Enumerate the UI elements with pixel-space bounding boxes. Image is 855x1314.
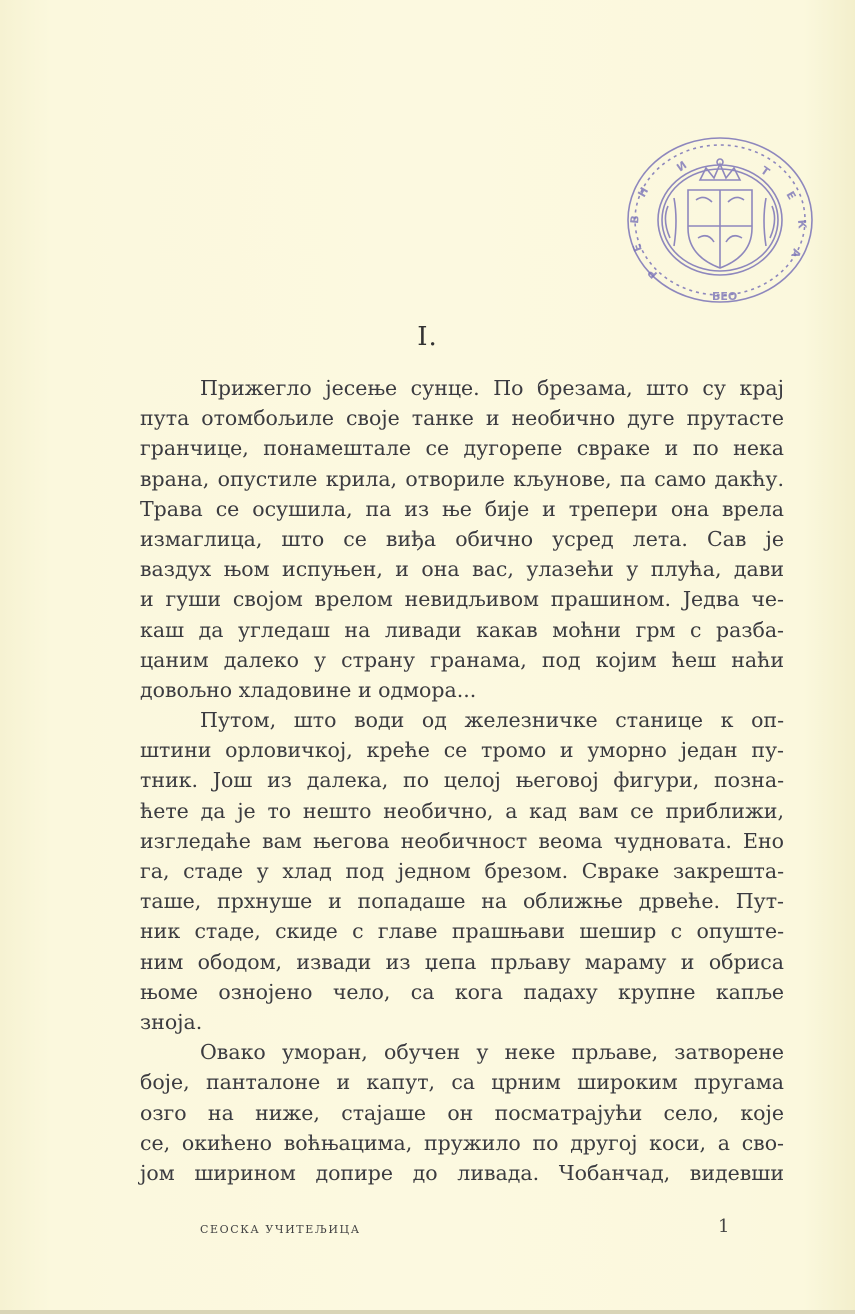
text-line: ваздух њом испуњен, и она вас, улазећи у плућа, дави xyxy=(140,557,784,582)
text-line: се, окићено воћњацима, пружило по другој коси, а сво- xyxy=(140,1130,784,1155)
text-line: тник. Још из далека, по целој његовој фигури, позна- xyxy=(140,768,784,793)
svg-text:Е: Е xyxy=(630,241,645,254)
svg-text:А: А xyxy=(788,246,804,260)
page-bottom-edge xyxy=(0,1310,855,1314)
text-line: ним ободом, извади из џепа прљаву мараму и обриса xyxy=(140,949,784,974)
svg-text:В: В xyxy=(628,214,642,225)
text-line: пута отомбољиле своје танке и необично дуге прутасте xyxy=(140,406,784,431)
text-line: каш да угледаш на ливади какав моћни грм с разба- xyxy=(140,617,784,642)
svg-text:Т: Т xyxy=(758,163,772,179)
library-stamp-icon xyxy=(622,128,818,308)
text-line: ћете да је то нешто необично, а кад вам се приближи, xyxy=(140,798,784,823)
text-line: озго на ниже, стајаше он посматрајући село, које xyxy=(140,1100,784,1125)
text-line: зноја. xyxy=(140,1009,203,1034)
text-line: јом ширином допире до ливада. Чобанчад, видевши xyxy=(140,1160,784,1185)
text-line: њоме ознојено чело, са кога падаху крупне капље xyxy=(140,979,784,1004)
text-line: Прижегло јесење сунце. По брезама, што су крај xyxy=(200,376,784,400)
text-line: ник стаде, скиде с главе прашњави шешир с опуште- xyxy=(140,919,784,944)
text-line: изгледаће вам његова необичност веома чудновата. Ено xyxy=(140,828,784,853)
chapter-heading: I. xyxy=(417,322,438,352)
paragraph xyxy=(140,373,784,705)
text-line: Путом, што води од железничке станице к оп- xyxy=(200,708,784,733)
paragraph xyxy=(140,705,784,1037)
text-line: цаним далеко у страну гранама, под којим ћеш наћи xyxy=(140,647,784,672)
text-line: врана, опустиле крила, отвориле кљунове, па само дакћу. xyxy=(140,466,784,491)
svg-text:БЕО: БЕО xyxy=(712,290,738,303)
text-line: штини орловичкој, креће се тромо и уморно један пу- xyxy=(140,738,784,763)
svg-text:К: К xyxy=(795,219,809,230)
svg-text:Н: Н xyxy=(635,185,652,200)
text-line: таше, прхнуше и попадаше на оближње дрвеће. Пут- xyxy=(140,889,784,914)
svg-text:И: И xyxy=(674,158,690,175)
running-footer-title: СЕОСКА УЧИТЕЉИЦА xyxy=(200,1223,361,1236)
text-line: и гуши својом врелом невидљивом прашином. Једва че- xyxy=(140,587,784,612)
text-line: довољно хладовине и одмора... xyxy=(140,677,477,702)
text-line: Трава се осушила, па из ње бије и трепери она врела xyxy=(140,496,784,521)
svg-text:Е: Е xyxy=(783,189,799,203)
svg-text:Р: Р xyxy=(645,266,661,282)
paragraph xyxy=(140,1037,784,1188)
text-line: боје, панталоне и капут, са црним широким пругама xyxy=(140,1070,784,1095)
text-line: измаглица, што се виђа обично усред лета. Сав је xyxy=(140,526,784,551)
body-text xyxy=(140,373,784,1188)
page-number: 1 xyxy=(718,1216,730,1237)
text-line: гранчице, понамештале се дугорепе свраке и по нека xyxy=(140,436,784,461)
text-line: га, стаде у хлад под једном брезом. Свраке закрешта- xyxy=(140,859,784,883)
text-line: Овако уморан, обучен у неке прљаве, затворене xyxy=(200,1040,784,1065)
